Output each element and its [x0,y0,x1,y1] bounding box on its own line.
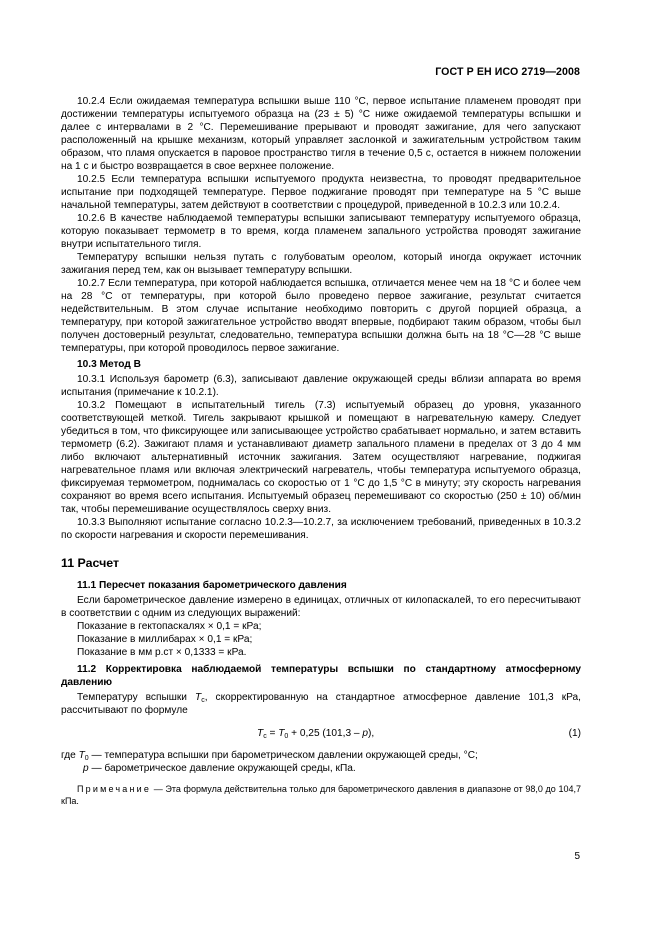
clause-10-2-5: 10.2.5 Если температура вспышки испытуемого продукта неизвестна, то проводят предварительное испытание при подходящей температуре. Первое поджигание проводят при температуре на 5 °С выше начальной температуры, затем действуют в соответствии с процедурой, приведенной в 10.2.3 или 10.2.4. [61,174,581,211]
page-body [61,95,581,807]
clause-10-3-heading: 10.3 Метод В [77,359,141,370]
clause-10-3-3: 10.3.3 Выполняют испытание согласно 10.2.3—10.2.7, за исключением требований, приведенных в 10.3.2 по скорости нагревания и скорости перемешивания. [61,517,581,541]
conversion-millibar: Показание в миллибарах × 0,1 = кРа; [77,634,253,645]
section-11-title: 11 Расчет [61,556,120,570]
clause-10-2-6-continued: Температуру вспышки нельзя путать с голубоватым ореолом, который иногда окружает источник зажигания перед тем, как он вызывает температуру вспышки. [61,252,581,276]
formula-number: (1) [568,728,581,739]
clause-11-2-heading: 11.2 Корректировка наблюдаемой температуры вспышки по стандартному атмосферному давлению [61,664,581,688]
clause-11-2-text: Температуру вспышки $T_c$, скорректированную на стандартное атмосферное давление 101,3 кРа, рассчитывают по формуле [61,692,581,716]
conversion-hectopascal: Показание в гектопаскалях × 0,1 = кРа; [77,621,262,632]
note [61,783,581,807]
where-t0: где $T_0$ — температура вспышки при барометрическом давлении окружающей среды, °С; [61,750,478,762]
conversion-mmhg: Показание в мм р.ст × 0,1333 = кРа. [77,647,247,658]
formula-1 [61,725,581,743]
page-number: 5 [574,851,580,862]
note-label: Примечание [77,784,152,794]
clause-10-3-1: 10.3.1 Используя барометр (6.3), записывают давление окружающей среды вблизи аппарата во время испытания (примечание к 10.2.1). [61,374,581,398]
where-p: p — барометрическое давление окружающей среды, кПа. [83,763,356,774]
clause-10-3-2: 10.3.2 Помещают в испытательный тигель (7.3) испытуемый образец до уровня, указанного соответствующей меткой. Тигель закрывают крышкой и помещают в нагревательную камеру. Следует убедиться в том, что фиксирующее или записывающее устройство срабатывает нормально, и затем вставить термометр (6.2). Зажигают пламя и устанавливают диаметр запального пламени в пределах от 3 до 4 мм либо включают альтернативный источник зажигания. Затем осуществляют нагревание, поджигая нагревательное пламя или включая электрический нагреватель, чтобы температура испытуемого образца, фиксируемая термометром, поднималась со скоростью от 1 °С до 1,5 °С в минуту; эту скорость нагревания сохраняют во время всего испытания. Испытуемый образец перемешивают со скоростью (250 ± 10) об/мин так, чтобы перемешивание осуществлялось сверху вниз. [61,400,581,515]
formula-expression: $T_c = T_0 + 0,25$ (101,3 – p), [257,728,375,740]
clause-11-1-text: Если барометрическое давление измерено в единицах, отличных от килопаскалей, то его пересчитывают в соответствии с одним из следующих выражений: [61,595,581,619]
clause-10-2-6: 10.2.6 В качестве наблюдаемой температуры вспышки записывают температуру испытуемого образца, которую показывает термометр в то время, когда пламенем запального устройства проводят зажигание внутри испытательного тигля. [61,213,581,250]
standard-designation: ГОСТ Р ЕН ИСО 2719—2008 [435,66,580,78]
clause-10-2-4: 10.2.4 Если ожидаемая температура вспышки выше 110 °С, первое испытание пламенем проводят при достижении температуры испытуемого образца на (23 ± 5) °С ниже ожидаемой температуры вспышки и далее с интервалами в 2 °С. Перемешивание прерывают и проводят зажигание, для чего запускают расположенный на крышке механизм, который управляет заслонкой и зажигательным устройством таким образом, что пламя опускается в паровое пространство тигля в течение 0,5 с, остается в нижнем положении на 1 с и быстро возвращается в свое верхнее положение. [61,96,581,172]
clause-10-2-7: 10.2.7 Если температура, при которой наблюдается вспышка, отличается менее чем на 18 °С и более чем на 28 °С от температуры, при которой было проведено первое зажигание, результат считается недействительным. В этом случае испытание необходимо повторить с другой порцией образца, а температуру, при которой зажигательное устройство вводят впервые, подбирают таким образом, чтобы был получен достоверный результат, следовательно, температура вспышки должна быть на 18 °С—28 °С выше температуры, при которой проводилось первое зажигание. [61,278,581,354]
clause-11-1-heading: 11.1 Пересчет показания барометрического давления [77,580,347,591]
note-text: — Эта формула действительна только для барометрического давления в диапазоне от 98,0 до 104,7 кПа. [61,784,581,806]
